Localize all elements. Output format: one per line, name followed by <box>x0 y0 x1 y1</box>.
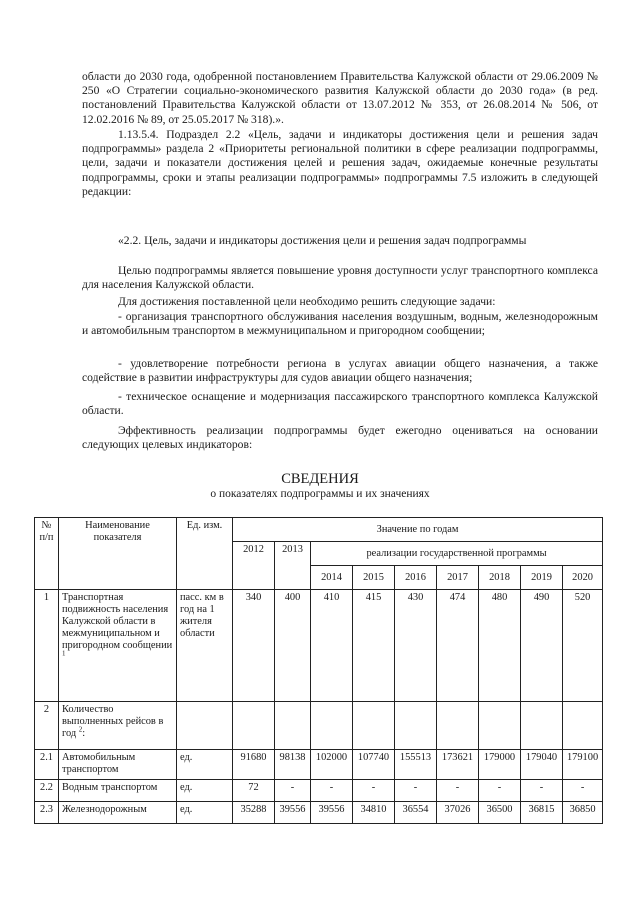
row-number: 2 <box>35 702 59 750</box>
header-year: 2014 <box>311 566 353 590</box>
header-number: № п/п <box>35 518 59 590</box>
row-value <box>437 702 479 750</box>
paragraph-amendment: 1.13.5.4. Подраздел 2.2 «Цель, задачи и индикаторы достижения цели и решения задач подпрограммы» раздела 2 «Приоритеты региональной политики в сфере реализации подпрограммы, цели, задачи и показатели достижения целей и решения задач, ожидаемые конечные результаты подпрограммы, сроки и этапы реализации подпрограммы» подпрограммы 7.5 изложить в следующей редакции: <box>82 128 598 198</box>
row-value: 155513 <box>395 750 437 780</box>
row-value: 490 <box>521 590 563 702</box>
section-heading: «2.2. Цель, задачи и индикаторы достижения цели и решения задач подпрограммы <box>118 234 527 247</box>
row-value <box>479 702 521 750</box>
row-value: - <box>275 780 311 802</box>
row-indicator-name <box>59 780 177 802</box>
task-item-1: - организация транспортного обслуживания населения воздушным, водным, железнодорожным и автомобильным транспортом в межмуниципальном и пригородном сообщении; <box>82 310 598 338</box>
row-value: 107740 <box>353 750 395 780</box>
header-program-period: реализации государственной программы <box>311 542 603 566</box>
row-value: 179040 <box>521 750 563 780</box>
row-value: 179000 <box>479 750 521 780</box>
row-unit: ед. <box>177 802 233 824</box>
row-value <box>521 702 563 750</box>
row-value: - <box>353 780 395 802</box>
footnote-marker: 2 <box>78 725 83 734</box>
row-value: 173621 <box>437 750 479 780</box>
header-year: 2012 <box>233 542 275 590</box>
indicator-name-text: Транспортная подвижность населения Калужской области в межмуниципальном и пригородном сообщении <box>62 592 173 651</box>
row-value: 36500 <box>479 802 521 824</box>
table-body <box>35 590 603 824</box>
indicator-name-text: Количество выполненных рейсов в год <box>62 704 164 739</box>
header-year: 2015 <box>353 566 395 590</box>
task-item-3: - техническое оснащение и модернизация пассажирского транспортного комплекса Калужской области. <box>82 390 598 418</box>
row-value: 91680 <box>233 750 275 780</box>
row-value <box>311 702 353 750</box>
row-value: 430 <box>395 590 437 702</box>
paragraph-goal: Целью подпрограммы является повышение уровня доступности услуг транспортного комплекса для населения Калужской области. <box>82 264 598 292</box>
row-value: 36554 <box>395 802 437 824</box>
row-unit: ед. <box>177 780 233 802</box>
row-value: 39556 <box>311 802 353 824</box>
indicator-name-suffix: : <box>82 728 86 739</box>
header-year: 2020 <box>563 566 603 590</box>
paragraph-efficiency: Эффективность реализации подпрограммы будет ежегодно оцениваться на основании следующих целевых индикаторов: <box>82 424 598 452</box>
table-header-row <box>35 518 603 542</box>
row-value: - <box>311 780 353 802</box>
header-year: 2016 <box>395 566 437 590</box>
paragraph-strategy-reference: области до 2030 года, одобренной постановлением Правительства Калужской области от 29.06.2009 № 250 «О Стратегии социально-экономического развития Калужской области до 2030 года» (в ред. постановлений Правительства Калужской области от 13.07.2012 № 353, от 26.08.2014 № 506, от 12.02.2016 № 89, от 25.05.2017 № 318).». <box>82 70 598 126</box>
row-value: 179100 <box>563 750 603 780</box>
footnote-marker: 1 <box>62 649 66 658</box>
row-value <box>275 702 311 750</box>
table-title: СВЕДЕНИЯ <box>281 471 359 487</box>
row-indicator-name <box>59 750 177 780</box>
row-value: 35288 <box>233 802 275 824</box>
indicator-name-text: Водным транспортом <box>62 782 158 793</box>
row-value: 72 <box>233 780 275 802</box>
row-value: 415 <box>353 590 395 702</box>
header-unit: Ед. изм. <box>177 518 233 590</box>
table-row <box>35 590 603 702</box>
table-row <box>35 780 603 802</box>
table-row <box>35 750 603 780</box>
row-value: 34810 <box>353 802 395 824</box>
row-value: 400 <box>275 590 311 702</box>
row-value: 98138 <box>275 750 311 780</box>
row-value: 474 <box>437 590 479 702</box>
row-number: 1 <box>35 590 59 702</box>
task-item-2: - удовлетворение потребности региона в услугах авиации общего назначения, а также содействие в развитии инфраструктуры для судов авиации общего назначения; <box>82 357 598 385</box>
row-value: 36815 <box>521 802 563 824</box>
header-year: 2013 <box>275 542 311 590</box>
row-unit <box>177 702 233 750</box>
row-number: 2.2 <box>35 780 59 802</box>
row-value: - <box>395 780 437 802</box>
row-value: 102000 <box>311 750 353 780</box>
row-value <box>233 702 275 750</box>
row-value: - <box>479 780 521 802</box>
row-value: - <box>563 780 603 802</box>
row-number: 2.3 <box>35 802 59 824</box>
row-value: - <box>521 780 563 802</box>
indicator-name-text: Автомобильным транспортом <box>62 752 136 775</box>
row-value: 520 <box>563 590 603 702</box>
paragraph-tasks-intro: Для достижения поставленной цели необходимо решить следующие задачи: <box>118 295 496 308</box>
table-row <box>35 702 603 750</box>
row-value: 39556 <box>275 802 311 824</box>
row-value: 36850 <box>563 802 603 824</box>
header-values-by-year: Значение по годам <box>233 518 603 542</box>
header-year: 2017 <box>437 566 479 590</box>
table-row <box>35 802 603 824</box>
row-indicator-name <box>59 702 177 750</box>
row-value: 37026 <box>437 802 479 824</box>
row-value <box>563 702 603 750</box>
row-value: - <box>437 780 479 802</box>
indicators-table <box>34 517 603 824</box>
row-value: 340 <box>233 590 275 702</box>
row-number: 2.1 <box>35 750 59 780</box>
indicator-name-text: Железнодорожным <box>62 804 147 815</box>
row-value <box>353 702 395 750</box>
header-year: 2018 <box>479 566 521 590</box>
row-indicator-name <box>59 590 177 702</box>
row-value: 410 <box>311 590 353 702</box>
row-unit: ед. <box>177 750 233 780</box>
table-subtitle: о показателях подпрограммы и их значениях <box>210 488 430 500</box>
row-value <box>395 702 437 750</box>
row-value: 480 <box>479 590 521 702</box>
header-indicator-name: Наименование показателя <box>59 518 177 590</box>
row-indicator-name <box>59 802 177 824</box>
row-unit: пасс. км в год на 1 жителя области <box>177 590 233 702</box>
header-year: 2019 <box>521 566 563 590</box>
